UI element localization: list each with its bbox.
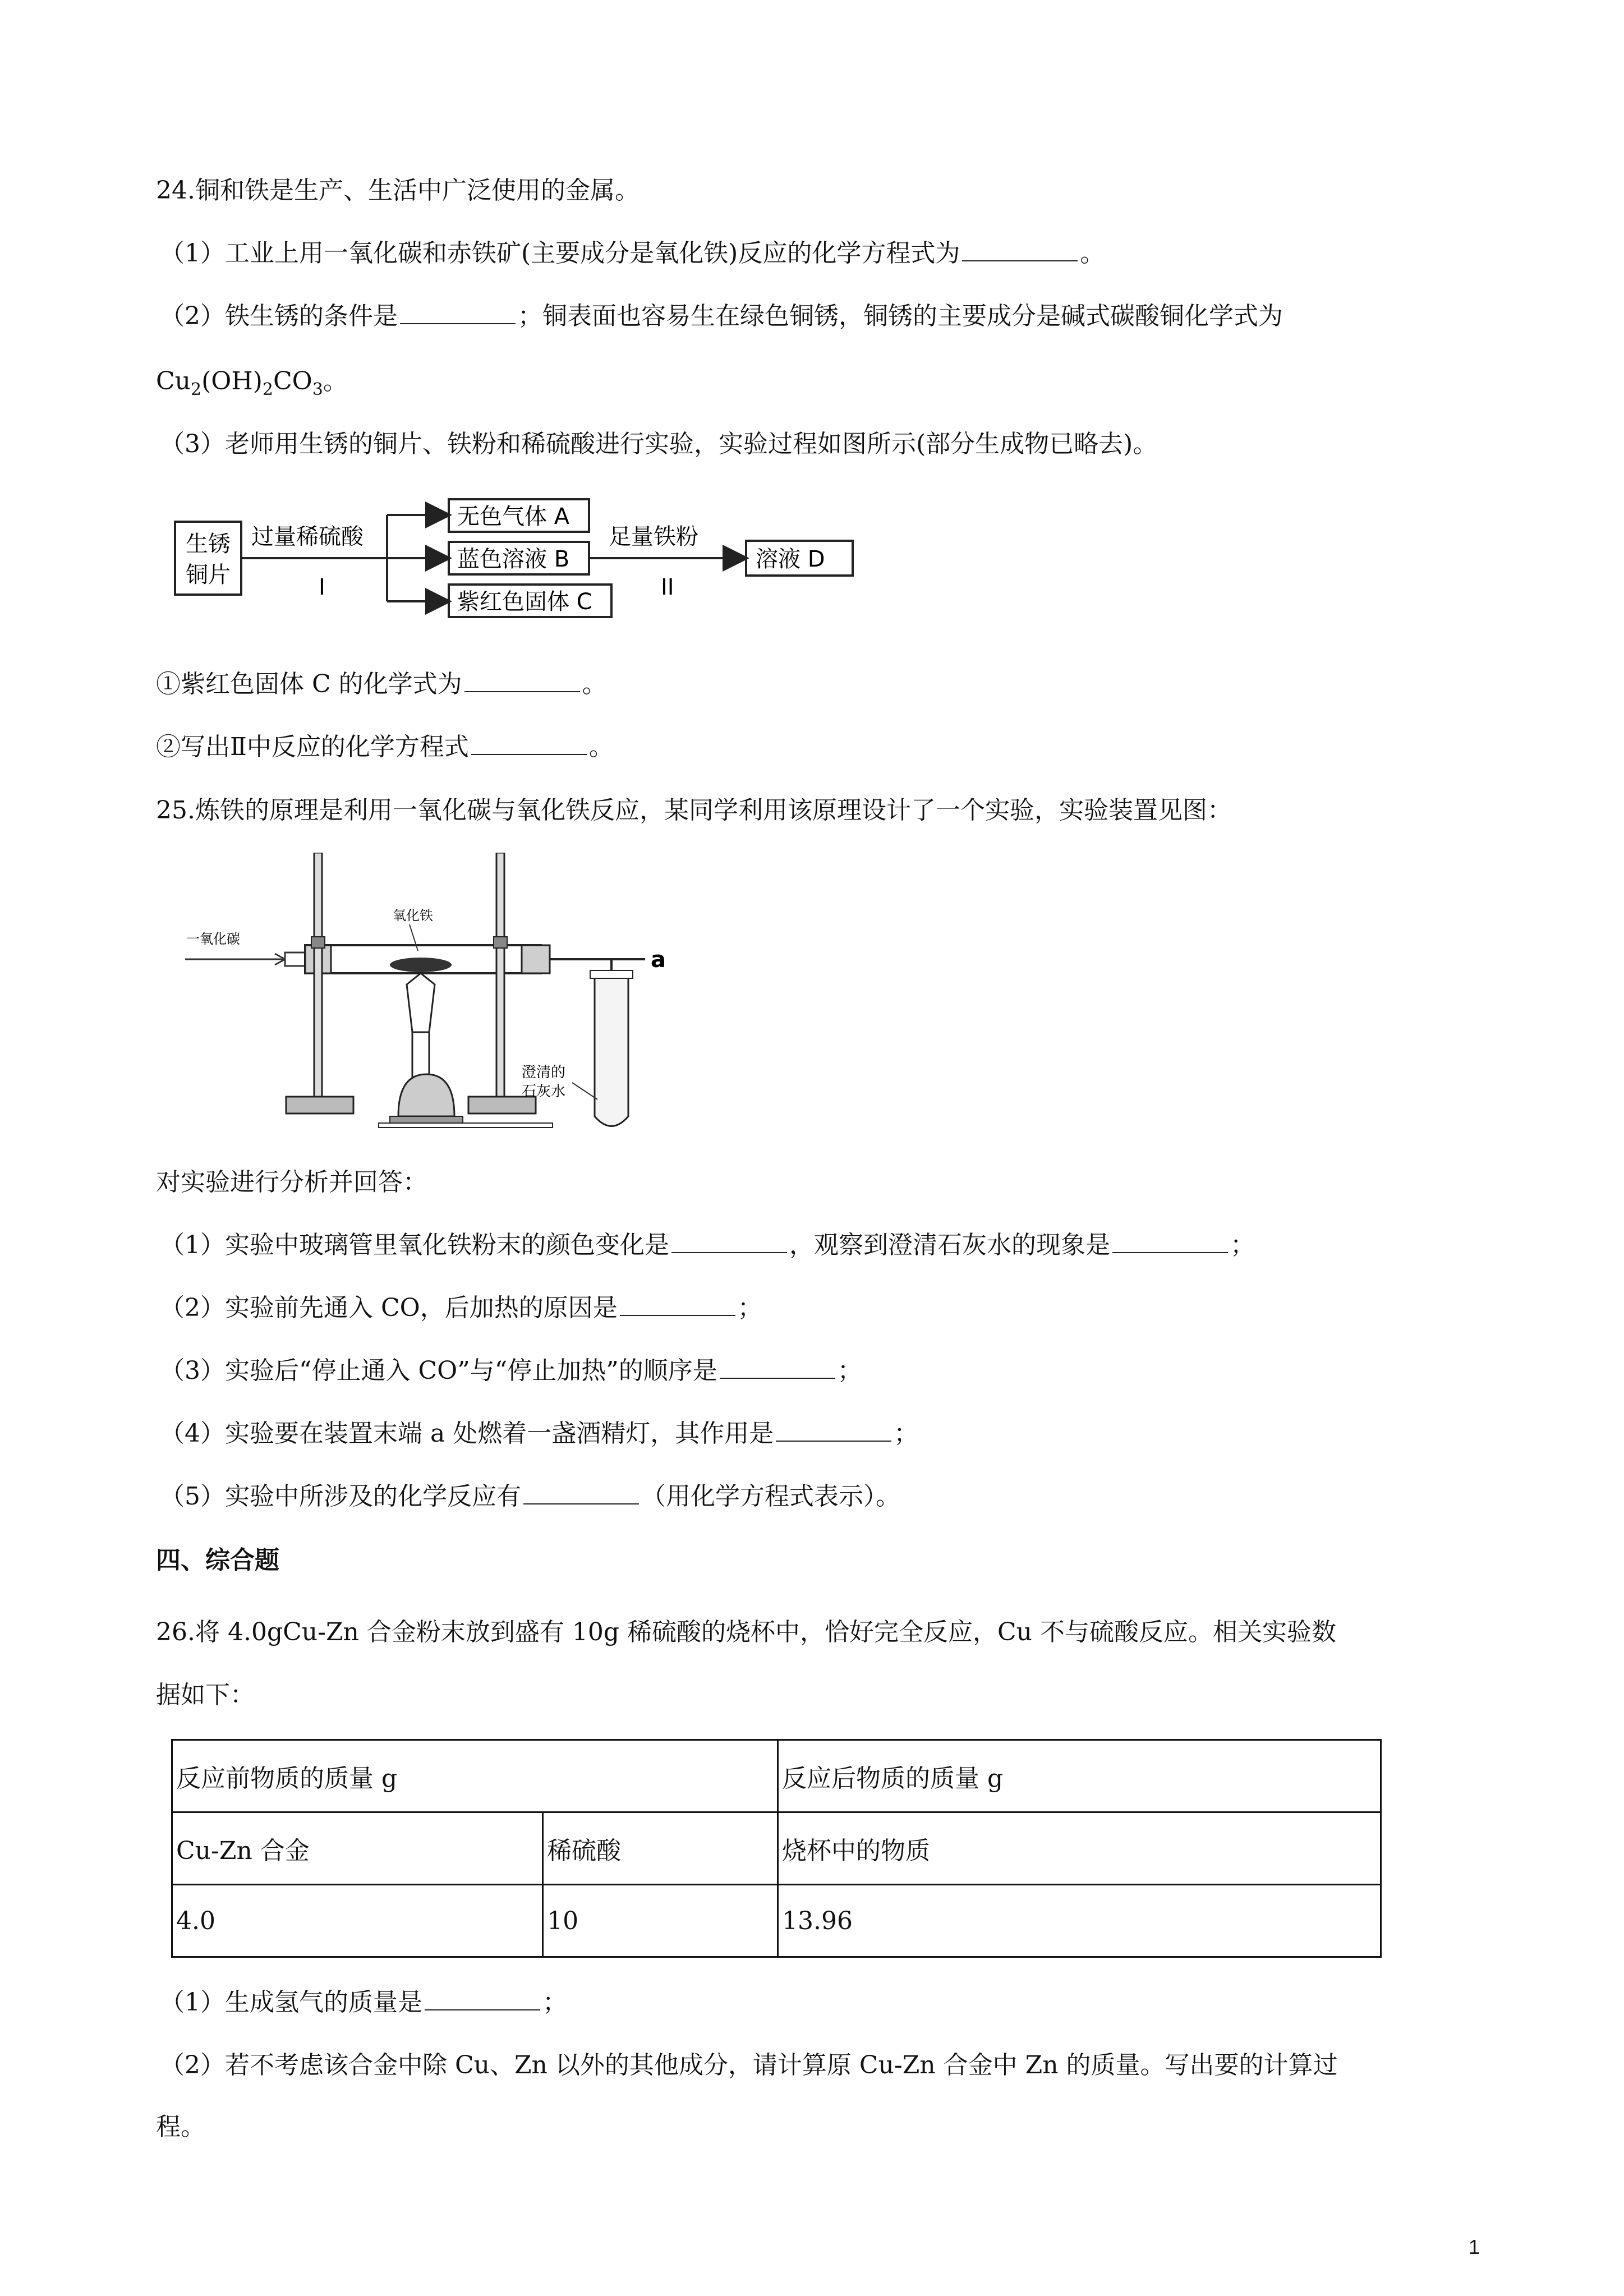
flow-diagram [168,482,875,634]
table-header-before: 反应前物质的质量 g [172,1740,778,1812]
q24-stem: 24.铜和铁是生产、生活中广泛使用的金属。 [156,176,640,205]
answer-blank[interactable] [471,731,587,755]
q25-part2: （2）实验前先通入 CO，后加热的原因是 ； [160,1294,762,1322]
q24-part1-text: （1）工业上用一氧化碳和赤铁矿(主要成分是氧化铁)反应的化学方程式为 [160,239,960,268]
q24-part2 [160,300,1283,333]
q24-sub1: ①紫红色固体 C 的化学式为 。 [156,670,607,698]
q24-part3: （3）老师用生锈的铜片、铁粉和稀硫酸进行实验，实验过程如图所示(部分生成物已略去)。 [160,430,1158,458]
solution-label: 蓝色溶液 B [457,546,570,572]
solid-label: 紫红色固体 C [457,589,592,615]
stopper-right [522,945,550,973]
iron-oxide-powder [390,958,452,972]
answer-blank[interactable] [523,1481,639,1504]
data-table [171,1739,1382,1958]
q26-part2-line1: （2）若不考虑该合金中除 Cu、Zn 以外的其他成分，请计算原 Cu-Zn 合金中 Zn 的质量。写出要的计算过 [160,2051,1338,2079]
q24-formula-line: $Cu_2(OH)_2CO_3$。 [156,367,348,399]
limewater-label-1: 澄清的 [522,1064,566,1081]
answer-blank[interactable] [671,1230,787,1253]
q25-part4: （4）实验要在装置末端 a 处燃着一盏酒精灯，其作用是 ； [160,1419,919,1448]
answer-blank[interactable] [464,669,580,692]
q24-sub1-text: ①紫红色固体 C 的化学式为 [156,670,462,698]
answer-blank[interactable] [400,301,516,324]
q26-stem-line2: 据如下： [156,1681,255,1709]
step1-number: I [319,574,325,600]
q25-part1: （1）实验中玻璃管里氧化铁粉末的颜色变化是 ，观察到澄清石灰水的现象是 ； [160,1231,1255,1259]
left-stand-rod [314,853,322,1097]
page-number: 1 [1469,2235,1480,2258]
end-label: 溶液 D [756,546,825,572]
q26-part1: （1）生成氢气的质量是 ； [160,1988,567,2017]
step1-label: 过量稀硫酸 [251,524,364,550]
q26-stem-line1: 26.将 4.0gCu-Zn 合金粉末放到盛有 10g 稀硫酸的烧杯中，恰好完全反应，Cu 不与硫酸反应。相关实验数 [156,1618,1336,1646]
right-stand-rod [496,853,504,1097]
gas-label: 无色气体 A [457,504,570,530]
table-cell: 4.0 [172,1885,543,1957]
table-cell: 13.96 [778,1885,1381,1957]
copper-formula: $Cu_2(OH)_2CO_3$ [156,367,323,399]
apparatus-diagram [185,853,735,1139]
q24-part1-end: 。 [1080,239,1105,268]
fe2o3-label: 氧化铁 [393,908,433,923]
answer-blank[interactable] [620,1292,735,1316]
left-stand-base [286,1097,353,1114]
q24-part2-text: （2）铁生锈的条件是 [160,302,398,330]
q24-part2-text-after: ；铜表面也容易生在绿色铜锈，铜锈的主要成分是碱式碳酸铜化学式为 [518,302,1283,330]
co-label: 一氧化碳 [186,931,240,947]
table-row [172,1812,1381,1885]
alcohol-lamp [398,1074,454,1116]
q25-stem: 25.炼铁的原理是利用一氧化碳与氧化铁反应，某同学利用该原理设计了一个实验，实验装置见图： [156,796,1232,825]
table-cell: Cu-Zn 合金 [172,1812,543,1885]
table-header-after: 反应后物质的质量 g [778,1740,1381,1812]
q25-part5: （5）实验中所涉及的化学反应有 （用化学方程式表示）。 [160,1482,900,1511]
test-tube [595,973,628,1126]
q24-sub2: ②写出Ⅱ中反应的化学方程式 。 [156,733,614,761]
table-cell: 烧杯中的物质 [778,1812,1381,1885]
step2-label: 足量铁粉 [609,524,698,550]
answer-blank[interactable] [962,238,1078,261]
answer-blank[interactable] [720,1355,835,1379]
q26-part2-line2: 程。 [156,2113,205,2141]
table-row [172,1740,1381,1812]
start-label-1: 生锈 [186,531,231,557]
limewater-label-2: 石灰水 [522,1083,566,1100]
q25-intro: 对实验进行分析并回答： [156,1168,427,1197]
table-row [172,1885,1381,1957]
start-label-2: 铜片 [186,562,231,588]
answer-blank[interactable] [776,1418,891,1442]
q25-part3: （3）实验后“停止通入 CO”与“停止加热”的顺序是 ； [160,1356,862,1385]
inlet-tube [285,953,305,966]
answer-blank[interactable] [1112,1230,1228,1253]
flame-guard [407,973,435,1032]
table-cell: 10 [543,1885,778,1957]
step2-number: II [661,574,674,600]
outlet-a-label: a [651,947,666,973]
section-heading: 四、综合题 [156,1546,279,1575]
table-cell: 稀硫酸 [543,1812,778,1885]
q24-sub2-text: ②写出Ⅱ中反应的化学方程式 [156,733,469,761]
answer-blank[interactable] [425,1987,540,2010]
q24-part1 [160,237,1105,270]
burner-tube [412,1032,429,1077]
